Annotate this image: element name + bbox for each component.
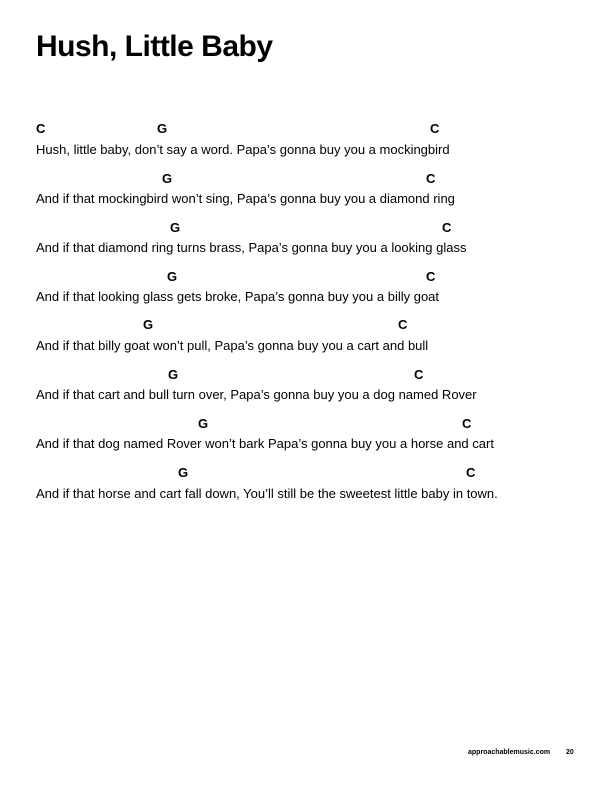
chord: G — [168, 367, 179, 382]
chord: C — [426, 269, 436, 284]
lyric-line: And if that billy goat won’t pull, Papa’s gonna buy you a cart and bull — [36, 338, 429, 353]
lyric-line: And if that dog named Rover won’t bark Papa’s gonna buy you a horse and cart — [36, 436, 494, 451]
chord: C — [398, 317, 408, 332]
lyric-line: And if that horse and cart fall down, You’ll still be the sweetest little baby in town. — [36, 486, 498, 501]
chord: C — [36, 121, 46, 136]
lyric-line: And if that looking glass gets broke, Papa’s gonna buy you a billy goat — [36, 289, 440, 304]
lyric-line: Hush, little baby, don’t say a word. Papa’s gonna buy you a mockingbird — [36, 142, 450, 157]
chord: G — [170, 220, 181, 235]
chord: C — [414, 367, 424, 382]
chord: G — [143, 317, 154, 332]
lyric-line: And if that mockingbird won’t sing, Papa’s gonna buy you a diamond ring — [36, 191, 455, 206]
chord: G — [178, 465, 189, 480]
lyric-line: And if that diamond ring turns brass, Papa’s gonna buy you a looking glass — [36, 240, 467, 255]
chord: C — [462, 416, 472, 431]
lyric-line: And if that cart and bull turn over, Papa’s gonna buy you a dog named Rover — [36, 387, 477, 402]
footer-page-number: 20 — [566, 749, 574, 756]
chord: G — [198, 416, 209, 431]
chord: C — [430, 121, 440, 136]
chord: G — [167, 269, 178, 284]
chord: C — [426, 171, 436, 186]
page-title: Hush, Little Baby — [36, 30, 273, 63]
chord: C — [466, 465, 476, 480]
chord: G — [162, 171, 173, 186]
footer-site-link[interactable]: approachablemusic.com — [468, 749, 551, 756]
chord: G — [157, 121, 168, 136]
chord: C — [442, 220, 452, 235]
